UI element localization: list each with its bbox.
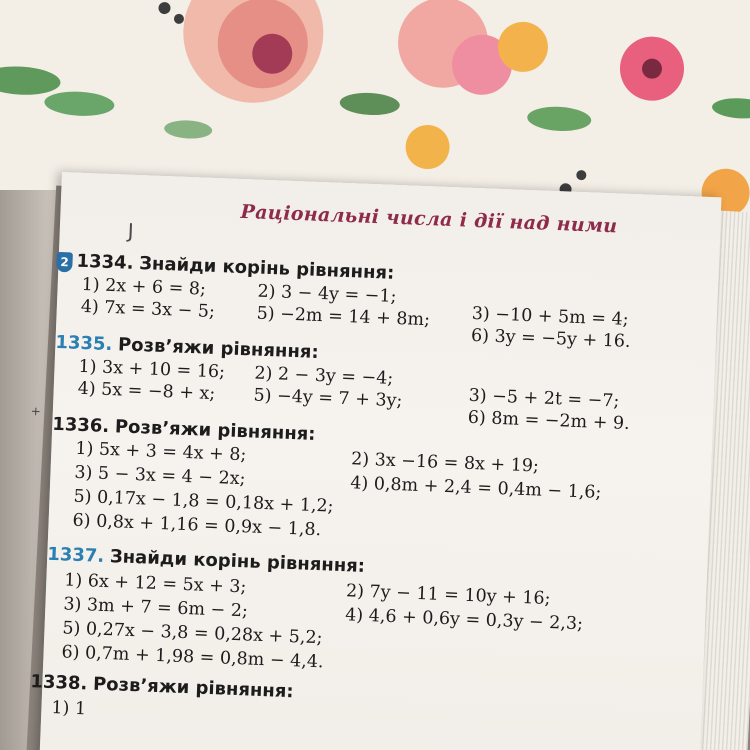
exercise-number: 1337. <box>46 543 105 567</box>
equation: 1) 5x + 3 = 4x + 8; <box>75 438 247 466</box>
equation: 2) 3 − 4y = −1; <box>257 281 397 307</box>
exercise-number: 1336. <box>51 413 110 437</box>
exercise-title: Знайди корінь рівняння: <box>138 253 395 284</box>
equation: 4) 7x = 3x − 5; <box>80 296 216 322</box>
equation: 3) −5 + 2t = −7; <box>468 385 620 412</box>
exercise-title: Знайди корінь рівняння: <box>109 546 366 577</box>
equation: 2) 2 − 3y = −4; <box>254 363 394 389</box>
equation: 6) 8m = −2m + 9. <box>467 407 631 434</box>
equation: 1) 1 <box>51 697 87 720</box>
exercise-number: 1334. <box>76 250 134 274</box>
equation: 1) 3x + 10 = 16; <box>78 356 226 383</box>
pencil-dot: + <box>30 403 42 419</box>
exercise-heading <box>30 671 294 702</box>
exercise-title: Розв’яжи рівняння: <box>117 334 320 363</box>
equation: 5) 0,17x − 1,8 = 0,18x + 1,2; <box>73 486 334 517</box>
equation: 5) −4y = 7 + 3y; <box>253 385 403 412</box>
textbook-page <box>30 172 721 750</box>
equation: 5) −2m = 14 + 8m; <box>256 303 431 331</box>
equation: 1) 6x + 12 = 5x + 3; <box>63 570 247 598</box>
exercise-1337 <box>46 543 708 673</box>
pencil-mark: J <box>127 218 135 243</box>
equation: 2) 3x −16 = 8x + 19; <box>350 449 540 477</box>
equation: 3) −10 + 5m = 4; <box>471 303 629 330</box>
difficulty-badge: 2 <box>56 252 73 273</box>
equation: 6) 0,7m + 1,98 = 0,8m − 4,4. <box>61 642 324 673</box>
equation: 4) 4,6 + 0,6y = 0,3y − 2,3; <box>344 605 584 635</box>
equation: 4) 5x = −8 + x; <box>77 378 216 405</box>
exercise-number: 1338. <box>30 671 88 695</box>
equation: 6) 0,8x + 1,16 = 0,9x − 1,8. <box>72 510 322 541</box>
exercise-1338 <box>30 671 703 720</box>
exercise-title: Розв’яжи рівняння: <box>114 416 316 445</box>
equation: 3) 3m + 7 = 6m − 2; <box>63 594 249 622</box>
exercise-title: Розв’яжи рівняння: <box>92 673 294 703</box>
equation: 4) 0,8m + 2,4 = 0,4m − 1,6; <box>349 473 602 503</box>
equation: 2) 7y − 11 = 10y + 16; <box>345 581 551 610</box>
equation: 6) 3y = −5y + 16. <box>470 325 631 352</box>
equation: 5) 0,27x − 3,8 = 0,28x + 5,2; <box>62 618 323 649</box>
equation: 1) 2x + 6 = 8; <box>81 274 207 300</box>
chapter-title: Раціональні числа і дії над ними <box>240 200 618 238</box>
exercise-number: 1335. <box>55 331 113 356</box>
equation: 3) 5 − 3x = 4 − 2x; <box>74 462 246 490</box>
